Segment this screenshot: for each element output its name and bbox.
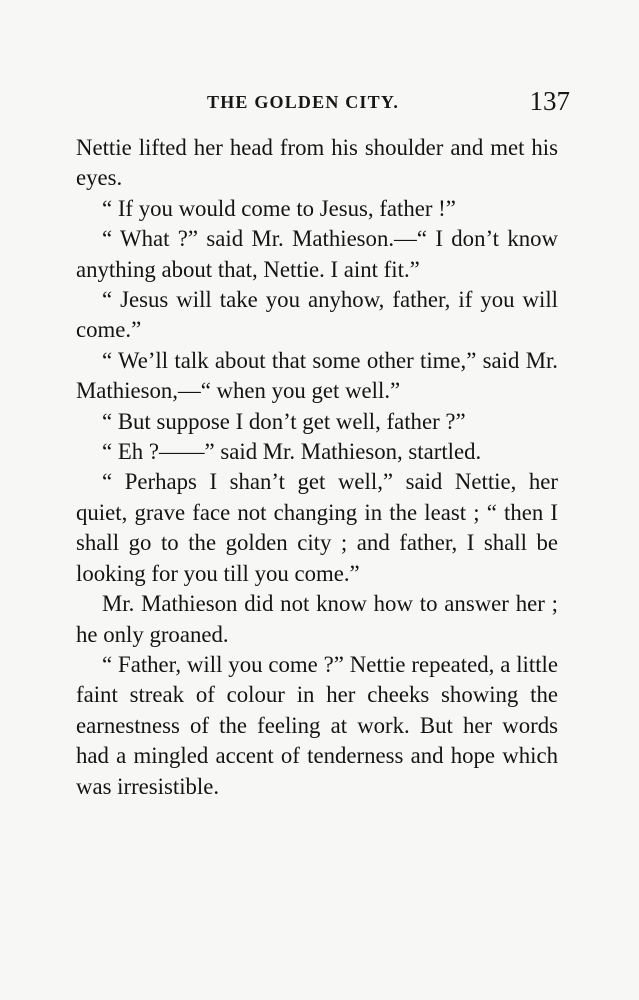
paragraph: Mr. Mathieson did not know how to answer her ; he only groaned. [76,591,558,647]
paragraph: “ Father, will you come ?” Nettie repeated, a little faint streak of colour in her cheeks showing the earnestness of the feeling at work. But her words had a mingled accent of tenderness and hope which was irresistible. [76,651,558,799]
page-header [76,86,570,120]
running-head: THE GOLDEN CITY. [207,92,400,112]
body-text [76,133,558,802]
paragraph: “ Jesus will take you anyhow, father, if you will come.” [76,287,558,343]
page-number: 137 [529,86,570,116]
paragraph: “ If you would come to Jesus, father !” [102,195,456,221]
paragraph: “ What ?” said Mr. Mathieson.—“ I don’t know anything about that, Nettie. I aint fit.” [76,226,558,282]
paragraph: Nettie lifted her head from his shoulder and met his eyes. [76,135,558,191]
paragraph: “ We’ll talk about that some other time,” said Mr. Mathieson,—“ when you get well.” [76,347,558,404]
paragraph: “ Eh ?——” said Mr. Mathieson, startled. [102,439,482,465]
paragraph: “ Perhaps I shan’t get well,” said Nettie, her quiet, grave face not changing in the least ; “ then I shall go to the golden city ; and father, I shall be looking for you till you come.” [76,469,558,586]
paragraph: “ But suppose I don’t get well, father ?” [102,408,466,434]
